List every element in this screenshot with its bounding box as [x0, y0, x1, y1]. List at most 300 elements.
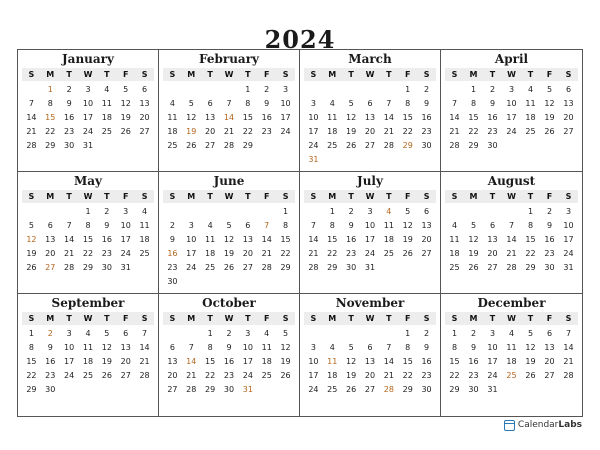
weekday-header: S: [28, 192, 35, 201]
day-cell: 10: [64, 343, 75, 352]
weekday-header: W: [83, 314, 93, 323]
day-cell: 23: [45, 371, 56, 380]
month-name: May: [73, 174, 103, 188]
day-cell: 12: [101, 343, 112, 352]
weekday-header-row: [22, 68, 154, 81]
weekday-header: W: [83, 192, 93, 201]
weekday-header: T: [527, 192, 534, 201]
empty-day-cell: [361, 83, 380, 97]
day-cell: 21: [26, 127, 37, 136]
day-cell: 17: [242, 357, 253, 366]
day-cell: 23: [261, 127, 272, 136]
day-cell: 11: [383, 221, 394, 230]
day-cell: 20: [242, 249, 253, 258]
empty-day-cell: [41, 205, 60, 219]
day-cell: 11: [506, 343, 517, 352]
weekday-header: T: [66, 70, 72, 79]
day-cell: 25: [525, 127, 536, 136]
weekday-header: S: [169, 314, 176, 323]
weekday-header: S: [565, 192, 572, 201]
day-cell: 17: [186, 249, 197, 258]
day-cell: 4: [264, 329, 270, 338]
day-cell: 2: [66, 85, 72, 94]
day-cell: 28: [64, 263, 75, 272]
weekday-header: T: [489, 192, 496, 201]
day-cell: 9: [264, 99, 270, 108]
day-cell: 25: [167, 141, 178, 150]
day-cell: 7: [386, 99, 392, 108]
day-cell: 24: [186, 263, 197, 272]
weekday-header: T: [207, 70, 213, 79]
day-cell: 8: [207, 343, 213, 352]
day-cell: 16: [223, 357, 235, 366]
empty-day-cell: [182, 205, 201, 219]
month-june: [159, 172, 300, 294]
day-cell: 7: [226, 99, 232, 108]
weekday-header: T: [348, 314, 354, 323]
day-cell: 19: [26, 249, 37, 258]
day-cell: 29: [327, 263, 338, 272]
day-cell: 23: [421, 371, 432, 380]
day-cell: 29: [402, 141, 413, 150]
day-cell: 23: [167, 263, 178, 272]
day-cell: 26: [468, 263, 479, 272]
day-cell: 28: [223, 141, 235, 150]
day-cell: 26: [101, 371, 112, 380]
weekday-header: M: [469, 192, 478, 201]
day-cell: 14: [186, 357, 197, 366]
day-cell: 29: [402, 385, 413, 394]
day-cell: 1: [245, 85, 251, 94]
day-cell: 5: [348, 99, 354, 108]
day-cell: 3: [489, 329, 496, 338]
day-cell: 30: [421, 141, 432, 150]
day-cell: 17: [506, 113, 517, 122]
day-cell: 20: [487, 249, 498, 258]
month-name: April: [494, 52, 529, 66]
day-cell: 7: [565, 329, 572, 338]
day-cell: 30: [421, 385, 432, 394]
day-cell: 26: [120, 127, 131, 136]
weekday-header: W: [507, 70, 516, 79]
day-cell: 17: [364, 235, 376, 244]
day-cell: 5: [405, 207, 411, 216]
day-cell: 9: [169, 235, 175, 244]
day-cell: 13: [167, 357, 178, 366]
day-cell: 2: [264, 85, 270, 94]
day-cell: 19: [280, 357, 291, 366]
day-cell: 28: [26, 141, 37, 150]
weekday-header: S: [141, 70, 148, 79]
day-cell: 16: [346, 235, 357, 244]
day-cell: 21: [563, 357, 574, 366]
day-cell: 11: [139, 221, 150, 230]
month-july: [300, 172, 441, 294]
day-cell: 22: [449, 371, 460, 380]
day-cell: 20: [205, 127, 216, 136]
empty-day-cell: [445, 205, 464, 219]
day-cell: 9: [348, 221, 354, 230]
weekday-header-row: [304, 312, 436, 325]
day-cell: 2: [424, 85, 430, 94]
weekday-header-row: [445, 68, 578, 81]
day-cell: 4: [169, 99, 175, 108]
day-cell: 25: [101, 127, 112, 136]
empty-day-cell: [379, 327, 398, 341]
day-cell: 22: [525, 249, 536, 258]
weekday-header: T: [245, 70, 251, 79]
day-cell: 9: [424, 99, 430, 108]
weekday-header-row: [22, 312, 154, 325]
day-cell: 16: [45, 357, 56, 366]
day-cell: 26: [26, 263, 37, 272]
day-cell: 27: [139, 127, 150, 136]
month-name: March: [348, 52, 392, 66]
day-cell: 21: [449, 127, 460, 136]
day-cell: 18: [139, 235, 150, 244]
empty-day-cell: [483, 205, 502, 219]
day-cell: 14: [383, 357, 394, 366]
weekday-header: W: [365, 314, 375, 323]
day-cell: 8: [405, 343, 411, 352]
day-cell: 20: [364, 371, 376, 380]
day-cell: 31: [120, 263, 131, 272]
day-cell: 18: [449, 249, 460, 258]
weekday-header: S: [141, 314, 148, 323]
day-grid: [445, 83, 578, 153]
day-cell: 16: [101, 235, 112, 244]
day-cell: 12: [544, 99, 555, 108]
weekday-header: T: [489, 314, 496, 323]
day-cell: 1: [207, 329, 213, 338]
weekday-header-row: [163, 68, 295, 81]
calendar-grid: [17, 49, 583, 417]
day-cell: 7: [386, 343, 392, 352]
day-cell: 4: [329, 99, 335, 108]
day-cell: 2: [470, 329, 477, 338]
day-cell: 16: [261, 113, 272, 122]
month-april: [441, 50, 582, 172]
day-cell: 28: [383, 385, 394, 394]
weekday-header: M: [328, 314, 337, 323]
day-cell: 30: [45, 385, 56, 394]
day-cell: 10: [82, 99, 94, 108]
day-cell: 9: [66, 99, 72, 108]
empty-day-cell: [163, 205, 182, 219]
day-cell: 7: [188, 343, 194, 352]
weekday-header: M: [187, 70, 196, 79]
day-cell: 27: [544, 371, 555, 380]
weekday-header: M: [46, 70, 55, 79]
day-cell: 1: [85, 207, 91, 216]
day-cell: 23: [64, 127, 75, 136]
day-cell: 18: [327, 127, 338, 136]
day-cell: 17: [120, 235, 131, 244]
logo-text-labs: Labs: [558, 420, 582, 430]
weekday-header: W: [83, 70, 93, 79]
day-cell: 15: [327, 235, 338, 244]
day-cell: 18: [383, 235, 394, 244]
day-cell: 29: [280, 263, 291, 272]
day-cell: 12: [402, 221, 413, 230]
day-cell: 28: [449, 141, 460, 150]
day-cell: 1: [329, 207, 335, 216]
day-cell: 27: [45, 263, 56, 272]
day-cell: 17: [280, 113, 291, 122]
empty-day-cell: [502, 205, 521, 219]
weekday-header-row: [163, 190, 295, 203]
day-cell: 24: [487, 371, 498, 380]
weekday-header: T: [386, 70, 392, 79]
day-grid: [304, 327, 436, 397]
month-november: [300, 294, 441, 416]
empty-day-cell: [257, 205, 276, 219]
day-cell: 2: [104, 207, 110, 216]
day-cell: 11: [327, 113, 338, 122]
day-cell: 14: [261, 235, 272, 244]
day-cell: 16: [468, 357, 479, 366]
day-cell: 29: [449, 385, 460, 394]
day-grid: [22, 327, 154, 397]
day-cell: 8: [28, 343, 34, 352]
weekday-header: W: [224, 70, 234, 79]
day-cell: 8: [470, 99, 477, 108]
day-cell: 11: [167, 113, 178, 122]
day-cell: 5: [123, 85, 129, 94]
empty-day-cell: [22, 83, 41, 97]
day-cell: 8: [527, 221, 534, 230]
weekday-header: M: [46, 314, 55, 323]
day-cell: 20: [45, 249, 56, 258]
day-cell: 4: [508, 329, 515, 338]
day-cell: 22: [468, 127, 479, 136]
day-cell: 7: [28, 99, 34, 108]
day-cell: 10: [364, 221, 376, 230]
day-cell: 25: [82, 371, 94, 380]
day-cell: 25: [205, 263, 216, 272]
day-cell: 8: [283, 221, 289, 230]
day-cell: 20: [120, 357, 131, 366]
day-cell: 20: [167, 371, 178, 380]
day-cell: 12: [346, 357, 357, 366]
day-cell: 26: [525, 371, 536, 380]
day-cell: 6: [367, 343, 373, 352]
weekday-header: S: [28, 70, 35, 79]
day-cell: 17: [563, 235, 574, 244]
weekday-header: T: [348, 192, 354, 201]
weekday-header-row: [445, 312, 578, 325]
day-cell: 4: [527, 85, 534, 94]
weekday-header: S: [423, 314, 430, 323]
day-cell: 24: [563, 249, 574, 258]
day-cell: 28: [261, 263, 272, 272]
day-cell: 21: [223, 127, 235, 136]
day-grid: [304, 83, 436, 167]
day-cell: 29: [205, 385, 216, 394]
day-cell: 3: [66, 329, 72, 338]
empty-day-cell: [342, 83, 361, 97]
day-cell: 30: [101, 263, 112, 272]
empty-day-cell: [163, 83, 182, 97]
day-cell: 31: [487, 385, 498, 394]
day-cell: 18: [101, 113, 112, 122]
day-cell: 3: [310, 343, 316, 352]
day-grid: [163, 205, 295, 289]
day-cell: 17: [487, 357, 498, 366]
day-cell: 3: [310, 99, 316, 108]
weekday-header: M: [328, 70, 337, 79]
day-cell: 24: [120, 249, 131, 258]
day-cell: 22: [280, 249, 291, 258]
day-cell: 4: [142, 207, 148, 216]
day-cell: 19: [346, 371, 357, 380]
day-cell: 1: [405, 85, 411, 94]
weekday-header: T: [104, 70, 110, 79]
empty-day-cell: [342, 327, 361, 341]
day-cell: 10: [487, 343, 498, 352]
weekday-header: T: [66, 192, 72, 201]
day-cell: 19: [402, 235, 413, 244]
weekday-header: M: [469, 70, 478, 79]
weekday-header: T: [207, 192, 213, 201]
empty-day-cell: [323, 83, 342, 97]
day-cell: 9: [104, 221, 110, 230]
weekday-header: T: [245, 192, 251, 201]
weekday-header: M: [187, 192, 196, 201]
day-cell: 24: [506, 127, 517, 136]
month-september: [18, 294, 159, 416]
day-cell: 27: [364, 385, 376, 394]
month-name: December: [477, 296, 546, 310]
day-cell: 18: [205, 249, 216, 258]
month-may: [18, 172, 159, 294]
day-cell: 4: [85, 329, 91, 338]
weekday-header: M: [187, 314, 196, 323]
day-cell: 3: [85, 85, 91, 94]
empty-day-cell: [220, 83, 239, 97]
day-cell: 1: [47, 85, 53, 94]
day-cell: 3: [367, 207, 373, 216]
day-cell: 7: [142, 329, 148, 338]
weekday-header-row: [22, 190, 154, 203]
day-cell: 12: [280, 343, 291, 352]
day-cell: 30: [64, 141, 75, 150]
month-name: June: [213, 174, 245, 188]
day-cell: 27: [205, 141, 216, 150]
day-cell: 14: [139, 343, 150, 352]
weekday-header: F: [122, 70, 129, 79]
year-title: 2024: [264, 25, 336, 54]
day-cell: 3: [245, 329, 251, 338]
day-cell: 22: [402, 371, 413, 380]
day-cell: 27: [421, 249, 432, 258]
weekday-header: S: [565, 314, 572, 323]
day-cell: 5: [348, 343, 354, 352]
day-cell: 16: [487, 113, 498, 122]
day-grid: [445, 327, 578, 397]
day-cell: 10: [506, 99, 517, 108]
day-cell: 14: [223, 113, 235, 122]
day-cell: 29: [82, 263, 94, 272]
month-december: [441, 294, 582, 416]
day-cell: 2: [424, 329, 430, 338]
day-cell: 30: [487, 141, 498, 150]
day-cell: 8: [85, 221, 91, 230]
day-cell: 19: [544, 113, 555, 122]
day-cell: 20: [544, 357, 555, 366]
month-october: [159, 294, 300, 416]
day-cell: 19: [223, 249, 235, 258]
day-cell: 29: [45, 141, 56, 150]
day-cell: 13: [563, 99, 574, 108]
day-cell: 21: [186, 371, 197, 380]
weekday-header: S: [451, 314, 458, 323]
day-grid: [163, 83, 295, 153]
day-cell: 7: [310, 221, 316, 230]
day-cell: 11: [205, 235, 216, 244]
day-cell: 12: [525, 343, 536, 352]
weekday-header: S: [451, 192, 458, 201]
day-cell: 29: [26, 385, 37, 394]
day-cell: 15: [468, 113, 479, 122]
weekday-header: S: [282, 314, 289, 323]
weekday-header: T: [489, 70, 496, 79]
day-cell: 8: [405, 99, 411, 108]
weekday-header: F: [263, 314, 270, 323]
day-cell: 24: [242, 371, 253, 380]
day-cell: 26: [280, 371, 291, 380]
day-cell: 8: [47, 99, 53, 108]
day-cell: 2: [226, 329, 232, 338]
day-cell: 12: [186, 113, 197, 122]
weekday-header: T: [66, 314, 72, 323]
day-cell: 23: [468, 371, 479, 380]
day-cell: 25: [506, 371, 517, 380]
month-name: September: [51, 296, 125, 310]
day-cell: 6: [489, 221, 496, 230]
day-cell: 4: [207, 221, 213, 230]
day-cell: 16: [64, 113, 75, 122]
day-cell: 18: [167, 127, 178, 136]
day-cell: 9: [424, 343, 430, 352]
day-cell: 11: [327, 357, 338, 366]
day-cell: 15: [449, 357, 460, 366]
day-cell: 22: [242, 127, 253, 136]
day-cell: 6: [424, 207, 430, 216]
day-grid: [304, 205, 436, 275]
day-cell: 31: [563, 263, 574, 272]
day-cell: 9: [489, 99, 496, 108]
empty-day-cell: [464, 205, 483, 219]
day-cell: 2: [489, 85, 496, 94]
empty-day-cell: [379, 83, 398, 97]
weekday-header: T: [104, 314, 110, 323]
empty-day-cell: [60, 205, 79, 219]
day-cell: 5: [283, 329, 289, 338]
empty-day-cell: [238, 205, 257, 219]
day-cell: 11: [449, 235, 460, 244]
day-cell: 3: [283, 85, 289, 94]
weekday-header: S: [282, 70, 289, 79]
day-cell: 19: [468, 249, 479, 258]
day-cell: 12: [346, 113, 357, 122]
weekday-header: M: [469, 314, 478, 323]
day-cell: 17: [64, 357, 75, 366]
day-cell: 23: [487, 127, 498, 136]
day-cell: 23: [346, 249, 357, 258]
weekday-header: S: [169, 192, 176, 201]
day-cell: 13: [120, 343, 131, 352]
